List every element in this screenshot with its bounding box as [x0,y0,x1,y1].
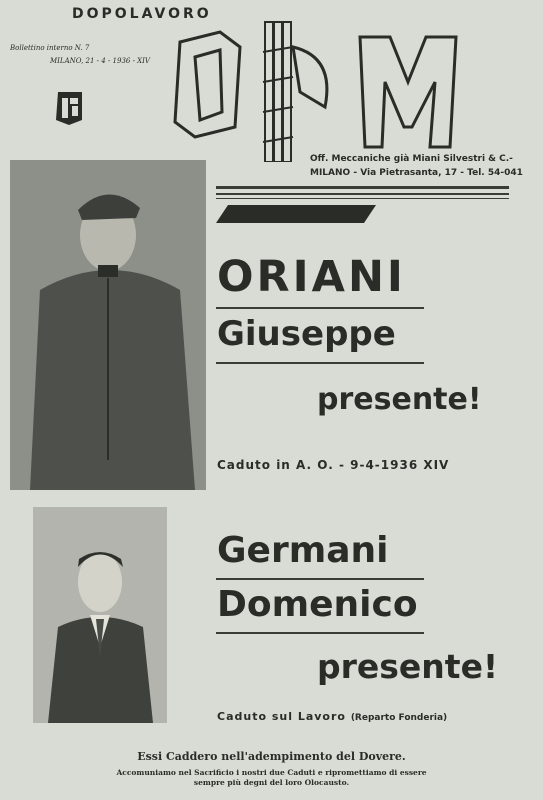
divider-line [216,362,424,364]
entry2-first-name: Domenico [217,584,418,625]
entry2-surname: Germani [217,530,389,571]
bulletin-number: Bollettino interno N. 7 [10,44,90,52]
divider-line [216,632,424,634]
divider-line [216,198,509,199]
divider-line [216,578,424,580]
closing-dedication-line: sempre più degni del loro Olocausto. [193,778,350,787]
closing-headline: Essi Caddero nell'adempimento del Dovere. [137,750,406,763]
closing-dedication [0,768,543,788]
entry1-first-name: Giuseppe [217,314,396,354]
portrait-photo-germani [33,507,167,723]
divider-line [216,307,424,309]
entry1-fallen-note: Caduto in A. O. - 9-4-1936 XIV [217,458,450,472]
portrait-photo-oriani [10,160,206,490]
entry1-status: presente! [317,382,482,417]
entry1-surname: ORIANI [217,252,406,302]
company-address: MILANO - Via Pietrasanta, 17 - Tel. 54-041 [310,168,523,178]
entry2-fallen-text: Caduto sul Lavoro [217,710,346,723]
dopolavoro-emblem-icon [52,90,86,126]
divider-line [216,186,509,189]
decorative-bar [216,205,376,223]
entry2-department: (Reparto Fonderia) [350,713,448,723]
closing-dedication-line: Accomuniamo nel Sacrificio i nostri due Caduti e ripromettiamo di essere [116,768,427,777]
masthead: DOPOLAVORO [72,6,212,22]
entry2-status: presente! [317,647,499,686]
bulletin-date: MILANO, 21 - 4 - 1936 - XIV [50,57,150,65]
divider-line [216,193,509,195]
omm-company-logo [160,12,460,162]
entry2-fallen-note [217,710,447,723]
company-name: Off. Meccaniche già Miani Silvestri & C.- [310,154,513,164]
